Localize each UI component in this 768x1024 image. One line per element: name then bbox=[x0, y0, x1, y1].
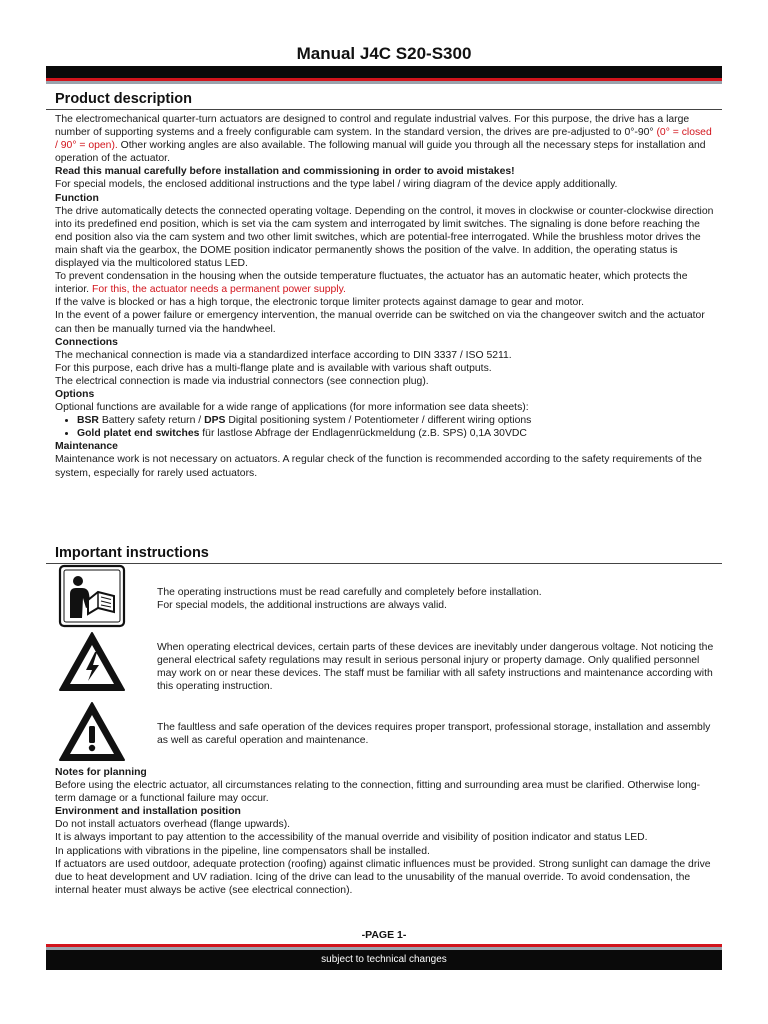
connections-text-1: The mechanical connection is made via a standardized interface according to DIN 3337 / ISO 5211. bbox=[55, 349, 512, 361]
page-number: -PAGE 1- bbox=[361, 929, 407, 941]
general-warning-icon bbox=[58, 700, 126, 764]
footer-band bbox=[46, 944, 722, 970]
planning-and-environment bbox=[55, 766, 715, 897]
option-item-bsr-dps: • BSR Battery safety return / DPS Digital positioning system / Potentiometer / different wiring options bbox=[77, 414, 715, 427]
environment-text-1: Do not install actuators overhead (flange upwards). bbox=[55, 819, 291, 831]
intro-paragraph: The electromechanical quarter-turn actuators are designed to control and regulate industrial valves. For this purpose, the drive has a large number of supporting systems and a freely configurable cam system. In the standard version, the drives are pre-adjusted to 0°-90° (0° = closed / 90° = open). Other working angles are also available. The following manual will guide you through all the necessary steps for installation and operation of the actuator. bbox=[55, 114, 712, 165]
option-item-gold-switches: • Gold platet end switches für lastlose Abfrage der Endlagenrückmeldung (z.B. SPS) 0,1A 30VDC bbox=[77, 427, 715, 440]
options-title: Options bbox=[55, 388, 95, 400]
warning-voltage-text: When operating electrical devices, certain parts of these devices are inevitably under dangerous voltage. Not noticing the general electrical safety regulations may result in serious personal injury or property damage. Only qualified personnel may work on or near these devices. The staff must be familiar with all safety instructions and maintenance according with this operating instruction. bbox=[157, 642, 714, 693]
connections-title: Connections bbox=[55, 336, 118, 348]
product-description-heading: Product description bbox=[46, 90, 722, 110]
warning-general-text: The faultless and safe operation of the devices requires proper transport, professional storage, installation and assembly as well as careful operation and maintenance. bbox=[157, 722, 711, 747]
function-text-4: In the event of a power failure or emergency intervention, the manual override can be switched on via the changeover switch and the actuator can then be manually turned via the handwheel. bbox=[55, 310, 705, 335]
planning-title: Notes for planning bbox=[55, 767, 147, 778]
header-band bbox=[46, 66, 722, 84]
read-manual-icon bbox=[58, 564, 126, 628]
environment-text-3: In applications with vibrations in the pipeline, line compensators shall be installed. bbox=[55, 845, 430, 857]
angle-note: (0° = closed / 90° = open). bbox=[55, 127, 712, 152]
options-intro: Optional functions are available for a wide range of applications (for more information see data sheets): bbox=[55, 402, 529, 414]
product-description-body bbox=[55, 113, 715, 480]
environment-title: Environment and installation position bbox=[55, 806, 241, 818]
high-voltage-warning-icon bbox=[58, 630, 126, 694]
warning-read-manual-text: The operating instructions must be read carefully and completely before installation. For special models, the additional instructions are always valid. bbox=[157, 587, 542, 612]
footer-note: subject to technical changes bbox=[46, 950, 722, 970]
options-list bbox=[55, 414, 715, 440]
function-title: Function bbox=[55, 192, 99, 204]
environment-text-4: If actuators are used outdoor, adequate protection (roofing) against climatic influences must be provided. Strong sunlight can damage the drive due to heat development and UV radiation. Icing of the drive can lead to the unusability of the manual override. To avoid condensation, the internal heater must always be active (see electrical connection). bbox=[55, 858, 711, 896]
important-instructions-heading: Important instructions bbox=[46, 544, 722, 564]
connections-text-2: For this purpose, each drive has a multi-flange plate and is available with various shaft outputs. bbox=[55, 362, 492, 374]
power-supply-note: For this, the actuator needs a permanent power supply. bbox=[91, 284, 346, 296]
function-text-1: The drive automatically detects the connected operating voltage. Depending on the control, it moves in clockwise or counter-clockwise direction into its predefined end position, which is set via the cam system and interrogated by limit switches. The signaling is done before reaching the end position also via the cam system and two other limit switches, which are potential-free interrogated. While the brushless motor drives the main shaft via the gearbox, the DOME position indicator permanently shows the position of the valve. In addition, the operating status is displayed via the multicolored status LED. bbox=[55, 205, 714, 270]
function-text-2: To prevent condensation in the housing when the outside temperature fluctuates, the actuator has an automatic heater, which protects the interior. For this, the actuator needs a permanent power supply. bbox=[55, 271, 688, 296]
document-title: Manual J4C S20-S300 bbox=[296, 44, 472, 63]
read-manual-notice: Read this manual carefully before installation and commissioning in order to avoid mistakes! bbox=[55, 166, 515, 178]
environment-text-2: It is always important to pay attention to the accessibility of the manual override and visibility of position indicator and status LED. bbox=[55, 832, 648, 844]
special-models-note: For special models, the enclosed additional instructions and the type label / wiring diagram of the device apply additionally. bbox=[55, 179, 618, 191]
maintenance-title: Maintenance bbox=[55, 441, 118, 453]
maintenance-text: Maintenance work is not necessary on actuators. A regular check of the function is recommended according to the safety requirements of the system, especially for rarely used actuators. bbox=[55, 454, 702, 479]
connections-text-3: The electrical connection is made via industrial connectors (see connection plug). bbox=[55, 375, 429, 387]
planning-text: Before using the electric actuator, all circumstances relating to the connection, fitting and surrounding area must be clarified. Otherwise long-term damage or a functional failure may occur. bbox=[55, 780, 701, 805]
function-text-3: If the valve is blocked or has a high torque, the electronic torque limiter protects against damage to gear and motor. bbox=[55, 297, 585, 309]
